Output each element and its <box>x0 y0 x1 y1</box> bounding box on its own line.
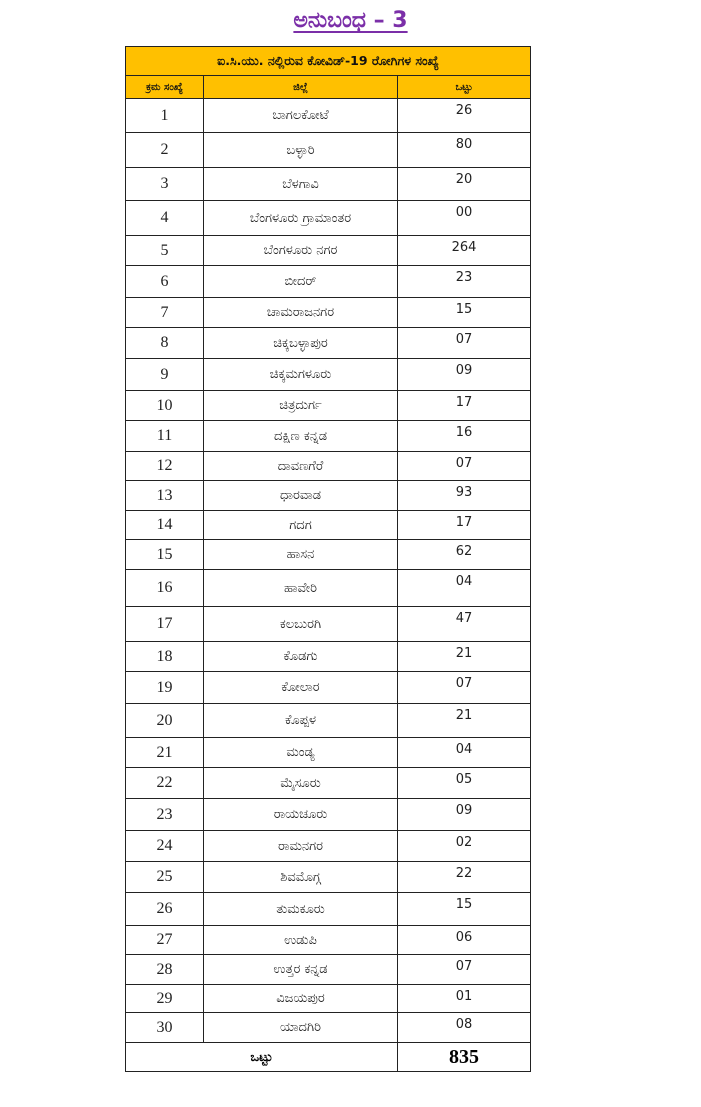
column-header-district: ಜಿಲ್ಲೆ <box>204 76 398 99</box>
serial-number-cell: 5 <box>126 236 204 266</box>
serial-number-cell: 29 <box>126 985 204 1013</box>
district-cell: ರಾಮನಗರ <box>204 831 398 862</box>
serial-number-cell: 25 <box>126 862 204 893</box>
annexure-title: ಅನುಬಂಧ – 3 <box>293 8 408 33</box>
district-cell: ದಕ್ಷಿಣ ಕನ್ನಡ <box>204 421 398 452</box>
column-header-total: ಒಟ್ಟು <box>398 76 531 99</box>
district-cell: ಚಿಕ್ಕಮಗಳೂರು <box>204 359 398 391</box>
table-row <box>126 985 531 1013</box>
count-cell: 26 <box>398 99 531 133</box>
count-cell: 20 <box>398 168 531 201</box>
table-row <box>126 481 531 511</box>
serial-number-cell: 30 <box>126 1013 204 1043</box>
table-row <box>126 570 531 607</box>
district-cell: ಹಾವೇರಿ <box>204 570 398 607</box>
district-cell: ಬೆಂಗಳೂರು ಗ್ರಾಮಾಂತರ <box>204 201 398 236</box>
count-cell: 23 <box>398 266 531 298</box>
count-cell: 07 <box>398 452 531 481</box>
district-cell: ಗದಗ <box>204 511 398 540</box>
serial-number-cell: 17 <box>126 607 204 642</box>
count-cell: 264 <box>398 236 531 266</box>
serial-number-cell: 3 <box>126 168 204 201</box>
district-cell: ಮಂಡ್ಯ <box>204 738 398 768</box>
table-row <box>126 236 531 266</box>
serial-number-cell: 4 <box>126 201 204 236</box>
count-cell: 07 <box>398 672 531 704</box>
table-row <box>126 511 531 540</box>
district-cell: ಶಿವಮೊಗ್ಗ <box>204 862 398 893</box>
district-cell: ತುಮಕೂರು <box>204 893 398 926</box>
serial-number-cell: 22 <box>126 768 204 799</box>
table-row <box>126 862 531 893</box>
count-cell: 07 <box>398 328 531 359</box>
table-row <box>126 359 531 391</box>
table-row <box>126 266 531 298</box>
table-header-row <box>126 76 531 99</box>
table-row <box>126 99 531 133</box>
count-cell: 15 <box>398 298 531 328</box>
district-cell: ವಿಜಯಪುರ <box>204 985 398 1013</box>
district-cell: ಉಡುಪಿ <box>204 926 398 955</box>
table-row <box>126 391 531 421</box>
serial-number-cell: 8 <box>126 328 204 359</box>
count-cell: 22 <box>398 862 531 893</box>
count-cell: 06 <box>398 926 531 955</box>
count-cell: 80 <box>398 133 531 168</box>
count-cell: 16 <box>398 421 531 452</box>
district-cell: ಚಿಕ್ಕಬಳ್ಳಾಪುರ <box>204 328 398 359</box>
count-cell: 05 <box>398 768 531 799</box>
count-cell: 04 <box>398 570 531 607</box>
count-cell: 02 <box>398 831 531 862</box>
district-cell: ಬೆಂಗಳೂರು ನಗರ <box>204 236 398 266</box>
serial-number-cell: 6 <box>126 266 204 298</box>
count-cell: 62 <box>398 540 531 570</box>
count-cell: 09 <box>398 799 531 831</box>
table-row <box>126 768 531 799</box>
serial-number-cell: 15 <box>126 540 204 570</box>
serial-number-cell: 19 <box>126 672 204 704</box>
district-cell: ಕಲಬುರಗಿ <box>204 607 398 642</box>
count-cell: 00 <box>398 201 531 236</box>
table-row <box>126 955 531 985</box>
district-cell: ಕೊಪ್ಪಳ <box>204 704 398 738</box>
table-row <box>126 738 531 768</box>
icu-patients-table <box>125 46 531 1072</box>
count-cell: 17 <box>398 391 531 421</box>
count-cell: 04 <box>398 738 531 768</box>
serial-number-cell: 14 <box>126 511 204 540</box>
serial-number-cell: 9 <box>126 359 204 391</box>
serial-number-cell: 23 <box>126 799 204 831</box>
table-row <box>126 642 531 672</box>
table-row <box>126 672 531 704</box>
total-row <box>126 1043 531 1072</box>
serial-number-cell: 27 <box>126 926 204 955</box>
count-cell: 01 <box>398 985 531 1013</box>
table-row <box>126 298 531 328</box>
table-row <box>126 1013 531 1043</box>
total-value: 835 <box>398 1043 531 1072</box>
table-row <box>126 452 531 481</box>
serial-number-cell: 28 <box>126 955 204 985</box>
serial-number-cell: 13 <box>126 481 204 511</box>
count-cell: 93 <box>398 481 531 511</box>
table-row <box>126 893 531 926</box>
district-cell: ಬೆಳಗಾವಿ <box>204 168 398 201</box>
table-row <box>126 421 531 452</box>
count-cell: 09 <box>398 359 531 391</box>
district-cell: ಚಾಮರಾಜನಗರ <box>204 298 398 328</box>
page-heading <box>0 8 701 33</box>
table-row <box>126 799 531 831</box>
district-cell: ಧಾರವಾಡ <box>204 481 398 511</box>
serial-number-cell: 10 <box>126 391 204 421</box>
district-cell: ಮೈಸೂರು <box>204 768 398 799</box>
total-label: ಒಟ್ಟು <box>126 1043 398 1072</box>
table-title-row <box>126 47 531 76</box>
table-row <box>126 168 531 201</box>
district-cell: ಕೋಲಾರ <box>204 672 398 704</box>
serial-number-cell: 16 <box>126 570 204 607</box>
table-row <box>126 607 531 642</box>
count-cell: 15 <box>398 893 531 926</box>
serial-number-cell: 20 <box>126 704 204 738</box>
table-row <box>126 831 531 862</box>
district-cell: ಹಾಸನ <box>204 540 398 570</box>
serial-number-cell: 12 <box>126 452 204 481</box>
count-cell: 17 <box>398 511 531 540</box>
serial-number-cell: 18 <box>126 642 204 672</box>
serial-number-cell: 11 <box>126 421 204 452</box>
table-row <box>126 540 531 570</box>
serial-number-cell: 21 <box>126 738 204 768</box>
table-row <box>126 133 531 168</box>
table-title: ಐ.ಸಿ.ಯು. ನಲ್ಲಿರುವ ಕೋವಿಡ್-19 ರೋಗಿಗಳ ಸಂಖ್ಯೆ <box>126 47 531 76</box>
count-cell: 21 <box>398 642 531 672</box>
column-header-serial: ಕ್ರಮ ಸಂಖ್ಯೆ <box>126 76 204 99</box>
table-row <box>126 704 531 738</box>
serial-number-cell: 24 <box>126 831 204 862</box>
count-cell: 08 <box>398 1013 531 1043</box>
district-cell: ರಾಯಚೂರು <box>204 799 398 831</box>
district-cell: ಬಾಗಲಕೋಟೆ <box>204 99 398 133</box>
district-cell: ಬಳ್ಳಾರಿ <box>204 133 398 168</box>
count-cell: 21 <box>398 704 531 738</box>
district-cell: ಕೊಡಗು <box>204 642 398 672</box>
district-cell: ಚಿತ್ರದುರ್ಗ <box>204 391 398 421</box>
district-cell: ದಾವಣಗೆರೆ <box>204 452 398 481</box>
table-body <box>126 99 531 1043</box>
table-row <box>126 328 531 359</box>
serial-number-cell: 26 <box>126 893 204 926</box>
district-cell: ಯಾದಗಿರಿ <box>204 1013 398 1043</box>
count-cell: 47 <box>398 607 531 642</box>
serial-number-cell: 2 <box>126 133 204 168</box>
serial-number-cell: 1 <box>126 99 204 133</box>
district-cell: ಬೀದರ್ <box>204 266 398 298</box>
table-row <box>126 926 531 955</box>
serial-number-cell: 7 <box>126 298 204 328</box>
count-cell: 07 <box>398 955 531 985</box>
table-row <box>126 201 531 236</box>
district-cell: ಉತ್ತರ ಕನ್ನಡ <box>204 955 398 985</box>
